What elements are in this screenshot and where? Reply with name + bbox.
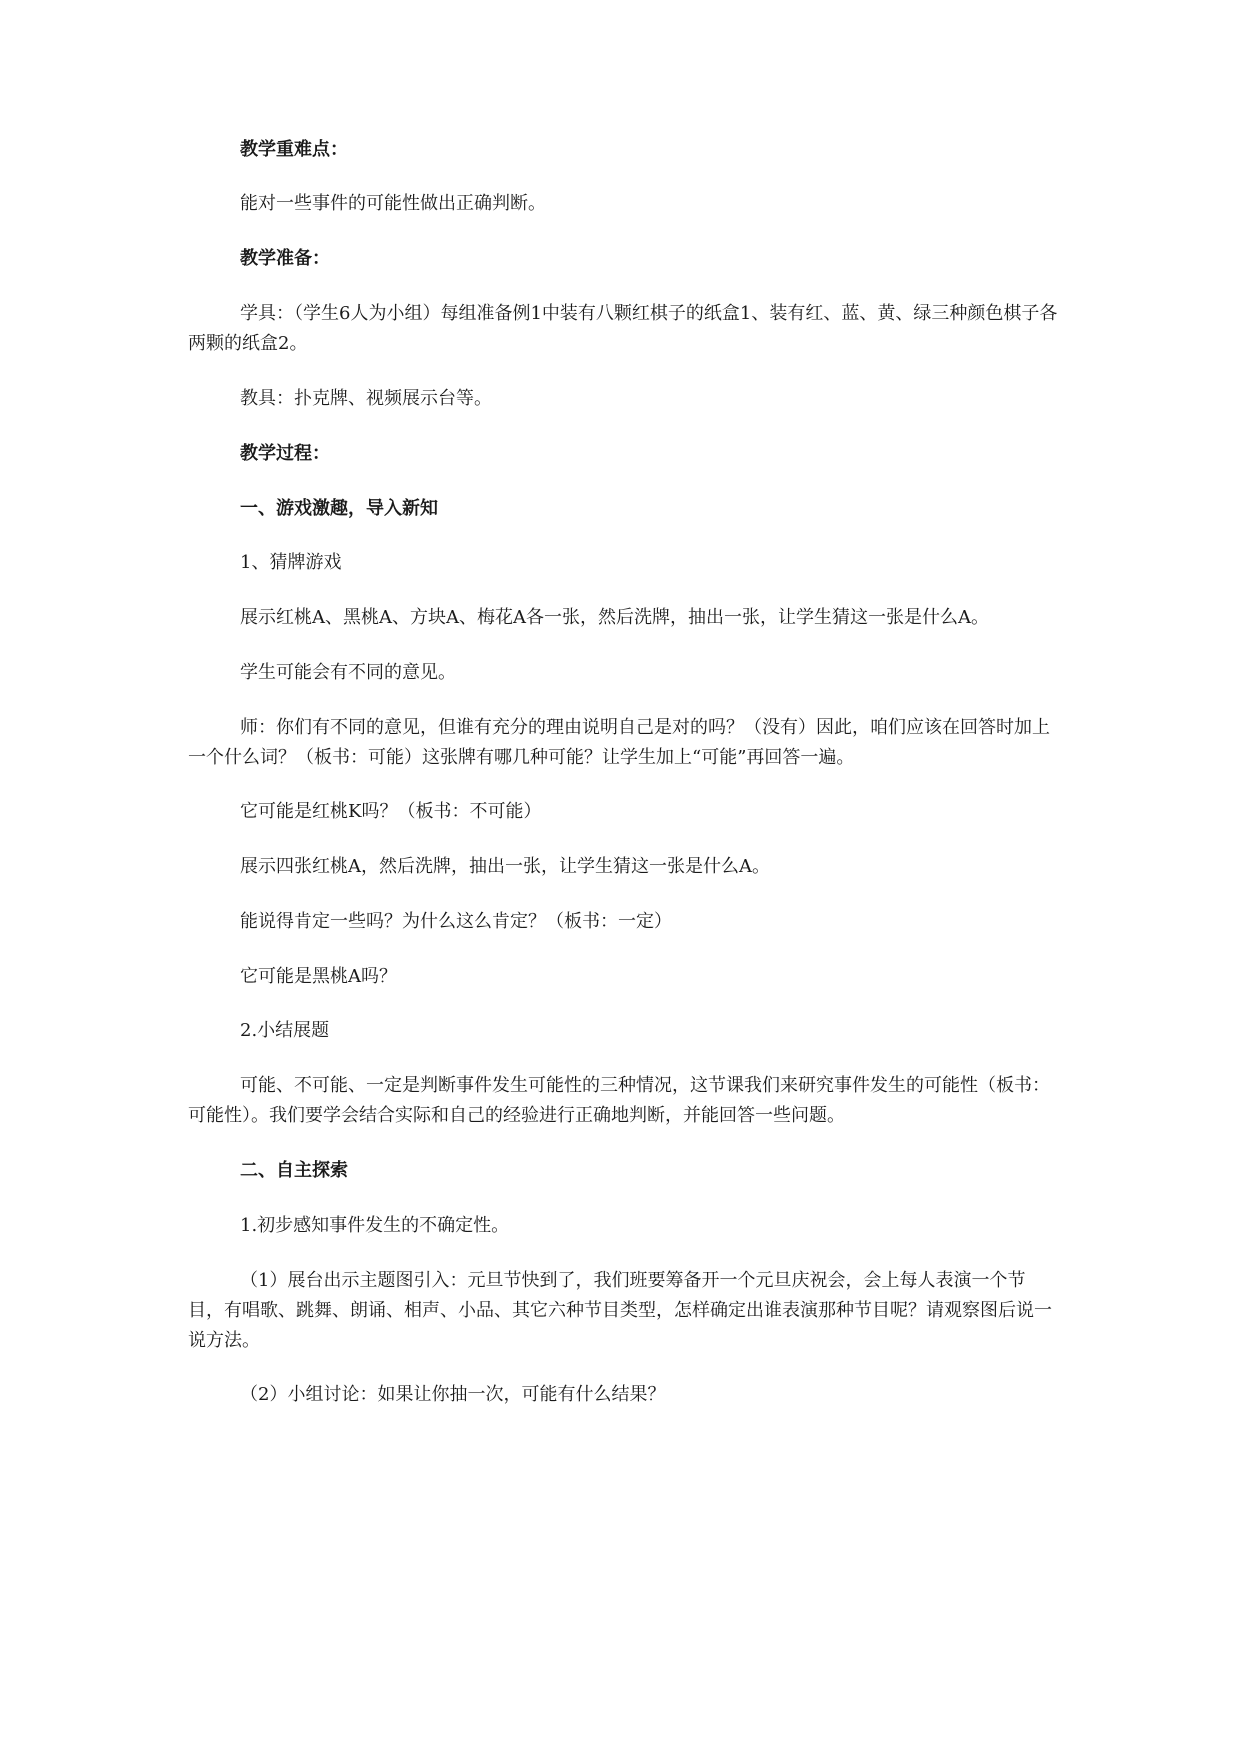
section2-heading: 二、自主探索 [240,1160,348,1181]
teacher-tools-paragraph: 教具：扑克牌、视频展示台等。 [240,388,492,409]
section1-heading: 一、游戏激趣，导入新知 [240,498,438,519]
key-points-text: 能对一些事件的可能性做出正确判断。 [240,193,546,214]
student-tools-paragraph: 学具：（学生6人为小组）每组准备例1中装有八颗红棋子的纸盒1、装有红、蓝、黄、绿三种颜色棋子各两颗的纸盒2。 [188,303,1058,354]
section1-paragraph-6: 能说得肯定一些吗？为什么这么肯定？（板书：一定） [240,911,672,932]
section1-paragraph-1: 展示红桃A、黑桃A、方块A、梅花A各一张，然后洗牌，抽出一张，让学生猜这一张是什么A。 [240,607,989,628]
process-heading: 教学过程： [240,443,330,464]
preparation-heading: 教学准备： [240,248,330,269]
key-points-heading: 教学重难点： [240,139,348,160]
section1-paragraph-3: 师：你们有不同的意见，但谁有充分的理由说明自己是对的吗？（没有）因此，咱们应该在回答时加上一个什么词？（板书：可能）这张牌有哪几种可能？让学生加上“可能”再回答一遍。 [188,717,1050,768]
section1-item1: 1、猜牌游戏 [240,552,342,573]
section1-paragraph-8: 可能、不可能、一定是判断事件发生可能性的三种情况，这节课我们来研究事件发生的可能性（板书：可能性）。我们要学会结合实际和自己的经验进行正确地判断，并能回答一些问题。 [188,1075,1050,1126]
section1-paragraph-4: 它可能是红桃K吗？（板书：不可能） [240,801,542,822]
section1-paragraph-7: 它可能是黑桃A吗？ [240,966,397,987]
section2-paragraph-1: （1）展台出示主题图引入：元旦节快到了，我们班要筹备开一个元旦庆祝会，会上每人表演一个节目，有唱歌、跳舞、朗诵、相声、小品、其它六种节目类型，怎样确定出谁表演那种节目呢？请观察图后说一说方法。 [188,1270,1052,1351]
section2-item1: 1.初步感知事件发生的不确定性。 [240,1215,510,1236]
section1-item2: 2.小结展题 [240,1020,330,1041]
section1-paragraph-5: 展示四张红桃A，然后洗牌，抽出一张，让学生猜这一张是什么A。 [240,856,770,877]
section2-paragraph-2: （2）小组讨论：如果让你抽一次，可能有什么结果？ [240,1384,666,1405]
section1-paragraph-2: 学生可能会有不同的意见。 [240,662,456,683]
